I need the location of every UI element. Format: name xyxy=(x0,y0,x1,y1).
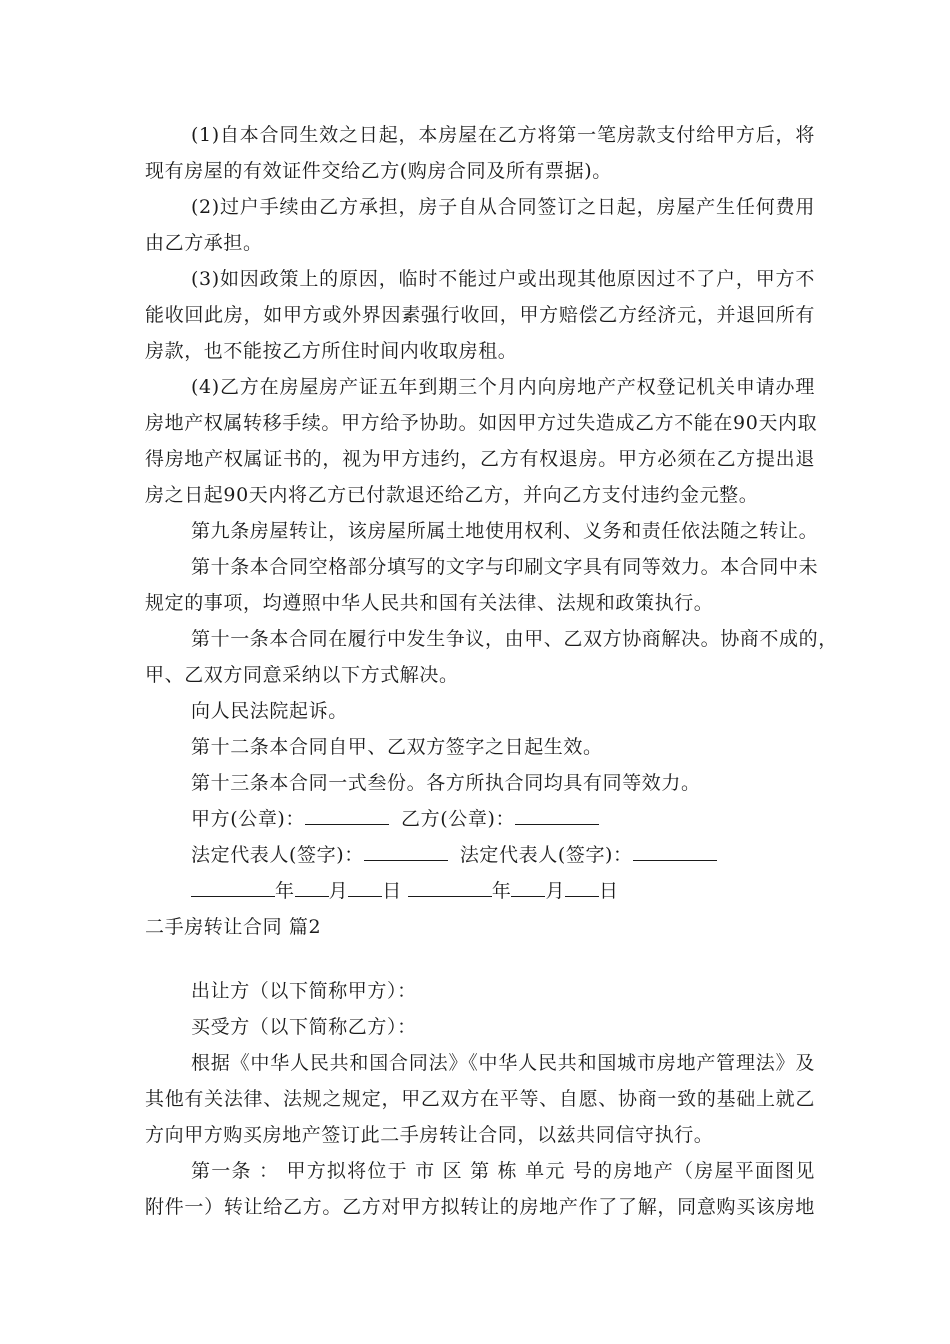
clause-3-line-1: (3)如因政策上的原因，临时不能过户或出现其他原因过不了户，甲方不 xyxy=(191,268,815,290)
article-11-line-2: 甲、乙双方同意采纳以下方式解决。 xyxy=(145,664,459,686)
day-label-b: 日 xyxy=(599,880,619,902)
party-a-rep-label: 法定代表人(签字)： xyxy=(191,844,364,866)
clause-1-line-2: 现有房屋的有效证件交给乙方(购房合同及所有票据)。 xyxy=(145,160,612,182)
basis-line-3: 方向甲方购买房地产签订此二手房转让合同，以兹共同信守执行。 xyxy=(145,1124,714,1146)
section-heading: 二手房转让合同 篇2 xyxy=(145,916,322,938)
party-b-day-blank[interactable] xyxy=(565,874,599,897)
article-13: 第十三条本合同一式叁份。各方所执合同均具有同等效力。 xyxy=(191,772,701,794)
clause-4-line-3: 得房地产权属证书的，视为甲方违约，乙方有权退房。甲方必须在乙方提出退 xyxy=(145,448,815,470)
article-11-line-1: 第十一条本合同在履行中发生争议，由甲、乙双方协商解决。协商不成的， xyxy=(191,628,838,650)
month-label-a: 月 xyxy=(328,880,349,902)
party-a-seal-label: 甲方(公章)： xyxy=(191,808,306,830)
party-b-year-blank[interactable] xyxy=(408,874,492,897)
seller-line: 出让方（以下简称甲方）： xyxy=(191,980,417,1002)
article-1-line-1: 第一条 ： 甲方拟将位于 市 区 第 栋 单元 号的房地产（房屋平面图见 xyxy=(191,1160,815,1182)
party-a-year-blank[interactable] xyxy=(191,874,275,897)
party-a-month-blank[interactable] xyxy=(295,874,329,897)
party-b-month-blank[interactable] xyxy=(511,874,545,897)
year-label-b: 年 xyxy=(491,880,512,902)
clause-4-line-4: 房之日起90天内将乙方已付款退还给乙方，并向乙方支付违约金元整。 xyxy=(145,484,759,506)
article-10-line-2: 规定的事项，均遵照中华人民共和国有关法律、法规和政策执行。 xyxy=(145,592,714,614)
buyer-line: 买受方（以下简称乙方）： xyxy=(191,1016,417,1038)
article-1-line-2: 附件一）转让给乙方。乙方对甲方拟转让的房地产作了了解，同意购买该房地 xyxy=(145,1196,815,1218)
basis-line-1: 根据《中华人民共和国合同法》《中华人民共和国城市房地产管理法》及 xyxy=(191,1052,815,1074)
day-label-a: 日 xyxy=(382,880,402,902)
party-b-seal-label: 乙方(公章)： xyxy=(401,808,516,830)
clause-2-line-1: (2)过户手续由乙方承担，房子自从合同签订之日起，房屋产生任何费用 xyxy=(191,196,815,218)
article-9: 第九条房屋转让，该房屋所属土地使用权利、义务和责任依法随之转让。 xyxy=(191,520,819,542)
seal-line xyxy=(145,801,815,837)
party-a-day-blank[interactable] xyxy=(348,874,382,897)
month-label-b: 月 xyxy=(545,880,566,902)
document-body xyxy=(145,117,838,1225)
party-a-rep-blank[interactable] xyxy=(364,838,448,861)
article-10-line-1: 第十条本合同空格部分填写的文字与印刷文字具有同等效力。本合同中未 xyxy=(191,556,819,578)
court-clause: 向人民法院起诉。 xyxy=(191,700,348,722)
basis-line-2: 其他有关法律、法规之规定，甲乙双方在平等、自愿、协商一致的基础上就乙 xyxy=(145,1088,815,1110)
date-line xyxy=(145,873,815,909)
party-a-seal-blank[interactable] xyxy=(305,802,389,825)
clause-4-line-1: (4)乙方在房屋房产证五年到期三个月内向房地产产权登记机关申请办理 xyxy=(191,376,815,398)
article-12: 第十二条本合同自甲、乙双方签字之日起生效。 xyxy=(191,736,603,758)
representative-line xyxy=(145,837,815,873)
party-b-rep-blank[interactable] xyxy=(633,838,717,861)
clause-3-line-2: 能收回此房，如甲方或外界因素强行收回，甲方赔偿乙方经济元，并退回所有 xyxy=(145,304,815,326)
year-label-a: 年 xyxy=(275,880,295,902)
clause-2-line-2: 由乙方承担。 xyxy=(145,232,263,254)
party-b-seal-blank[interactable] xyxy=(515,802,599,825)
clause-3-line-3: 房款，也不能按乙方所住时间内收取房租。 xyxy=(145,340,518,362)
clause-4-line-2: 房地产权属转移手续。甲方给予协助。如因甲方过失造成乙方不能在90天内取 xyxy=(145,412,818,434)
clause-1-line-1: (1)自本合同生效之日起，本房屋在乙方将第一笔房款支付给甲方后，将 xyxy=(191,124,815,146)
party-b-rep-label: 法定代表人(签字)： xyxy=(459,844,633,866)
